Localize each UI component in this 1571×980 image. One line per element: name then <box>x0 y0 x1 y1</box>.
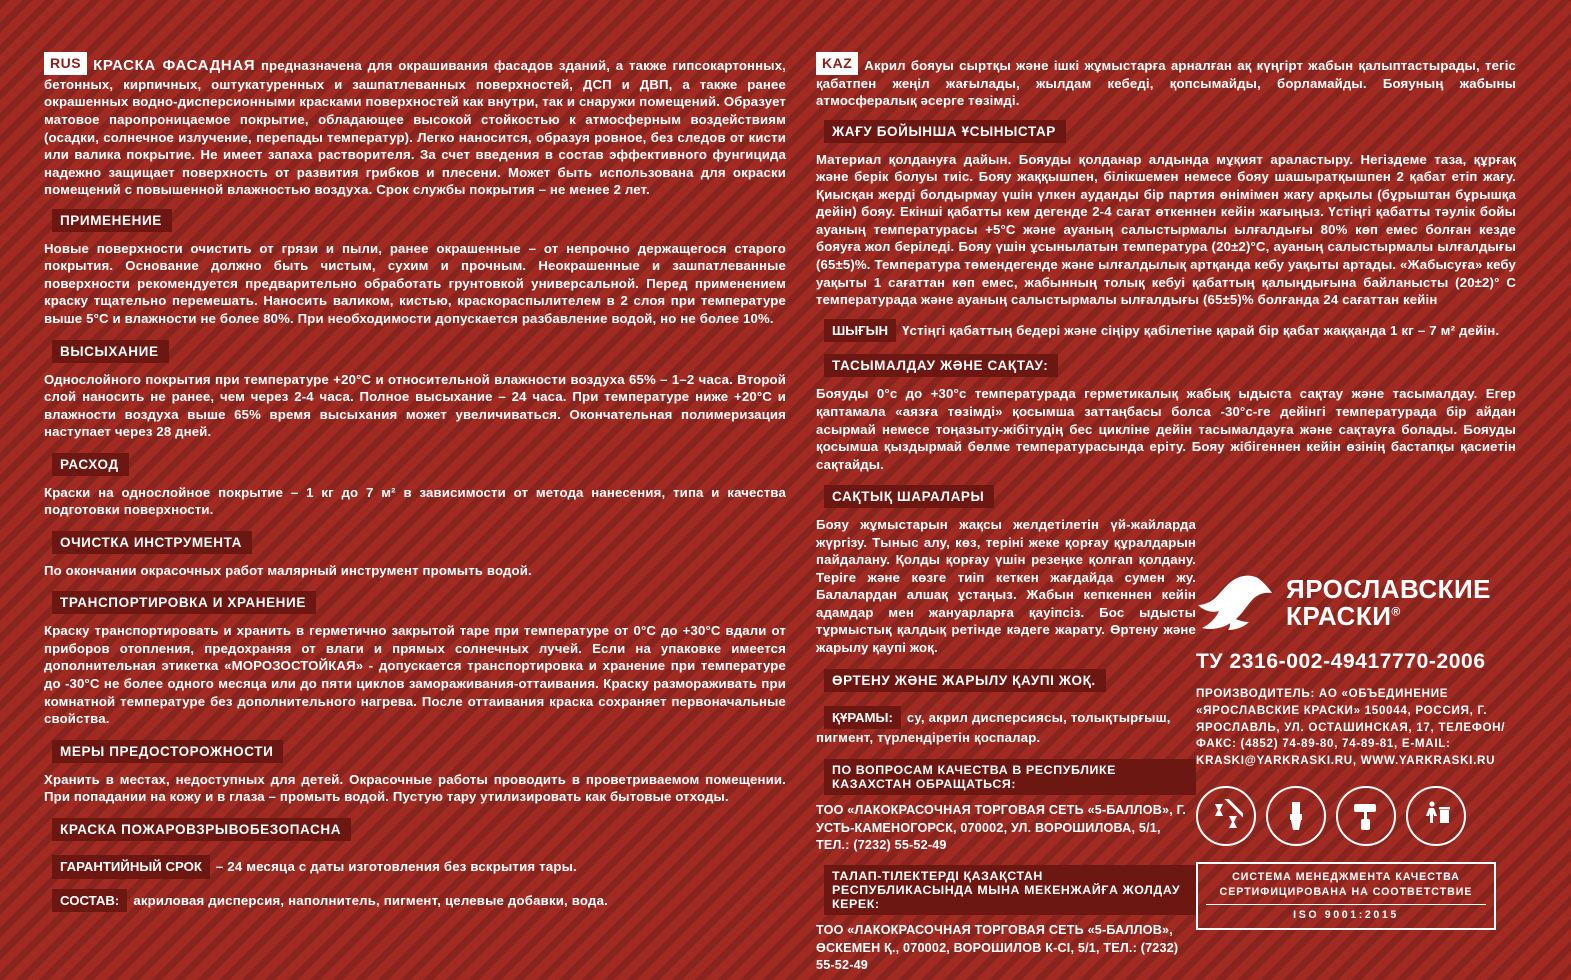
section-text-ochistka: По окончании окрасочных работ малярный инструмент промыть водой. <box>44 562 532 578</box>
section-transport-kaz <box>816 344 1516 473</box>
consumption-text-kaz: Үстіңгі қабаттың бедері және сіңіру қабілетіне қарай бір қабат жаққанда 1 кг – 7 м² дейін. <box>902 322 1500 338</box>
section-transportirovka <box>44 581 786 727</box>
brand-name-line2: КРАСКИ® <box>1286 601 1401 631</box>
section-heading-mery: МЕРЫ ПРЕДОСТОРОЖНОСТИ <box>52 740 283 763</box>
dispose-in-bin-icon <box>1406 786 1466 846</box>
section-heading-ochistka: ОЧИСТКА ИНСТРУМЕНТА <box>52 531 252 554</box>
section-raskhod <box>44 443 786 519</box>
section-heading-safety-kaz: САҚТЫҚ ШАРАЛАРЫ <box>824 485 994 508</box>
warranty-row <box>44 855 786 879</box>
section-text-zhagu: Материал қолдануға дайын. Бояуды қолданар алдында мұқият араластыру. Негіздеме таза, құрғақ және берік болуы тиіс. Бояу жаққышпен, білікшемен немесе бояу шашыратқышпен 2 қабат етіп жағу. Қиысқан жерді болдырмау үшін үлкен ауданды бір партия өнімімен жағу арқылы (бұрыштан бұрышқа дейін) бояу. Екінші қабатты кем дегенде 2-4 сағат өткеннен кейін жағыңыз. Үстіңгі қабатты тәулік бойы ауаның температурасы +5°С және ауаның салыстырмалы ылғалдығы 80% көп емес болған кезде бояуға жол беріледі. Бояу үшін ұсынылатын температура (20±2)°С, ауаның салыстырмалы ылғалдығы (65±5)%. Температура төмендегенде және ылғалдылық артқанда кебу уақыты артады. «Жабысуға» кебу уақыты 1 сағаттан көп емес, жабынның толық кебуі қабаттың қалыңдығына байланысты (20±2)° С температурада және ауаның салыстырмалы ылғалдығы (65±5)% болғанда 24 сағаттан кейін <box>816 151 1516 308</box>
composition-row-kaz <box>816 706 1196 748</box>
section-heading-primenenie: ПРИМЕНЕНИЕ <box>52 209 172 232</box>
kazakh-intro-paragraph <box>816 52 1516 110</box>
fire-safety-label-kaz: ӨРТЕНУ ЖӘНЕ ЖАРЫЛУ ҚАУПІ ЖОҚ. <box>824 669 1106 692</box>
composition-label-kaz: ҚҰРАМЫ: <box>824 706 901 730</box>
russian-column <box>44 52 786 958</box>
section-text-transport-kaz: Бояуды 0°с до +30°с температурада герметикалық жабық ыдыста сақтау және тасымалдау. Егер қаптамала «аязға төзімді» қосымша заттаңбасы болса -30°с-ге дейінгі температурада бір айдан асырмай немесе тоңазыту-жібітудің бес цикліне дейін тасымалдауға және сақтауға болады. Бояуды қосымша қыздырмай бөлме температурасында еріту. Бояу жібігеннен кейін өзінің бастапқы қасиетін сақтайды. <box>816 386 1516 472</box>
section-text-primenenie: Новые поверхности очистить от грязи и пыли, ранее окрашенные – от непрочно держащегося старого покрытия. Основание должно быть чистым, сухим и прочным. Неокрашенные и зашпатлеванные поверхности рекомендуется предварительно обработать грунтовкой универсальной. Перед применением краску тщательно перемешать. Наносить валиком, кистью, краскораспылителем в 2 слоя при температуре выше 5°С и влажности не более 80%. При необходимости допускается разбавление водой, но не более 10%. <box>44 240 786 326</box>
section-heading-zhagu: ЖАҒУ БОЙЫНША ҰСЫНЫСТАР <box>824 120 1066 143</box>
section-heading-vysykhanie: ВЫСЫХАНИЕ <box>52 340 169 363</box>
section-heading-transportirovka: ТРАНСПОРТИРОВКА И ХРАНЕНИЕ <box>52 591 316 614</box>
russian-intro-paragraph <box>44 52 786 199</box>
section-text-mery: Хранить в местах, недоступных для детей. Окрасочные работы проводить в проветриваемом помещении. При попадании на кожу и в глаза – промыть водой. Пустую тару утилизировать как бытовые отходы. <box>44 771 786 805</box>
brand-name <box>1286 576 1491 629</box>
iso-line2: СЕРТИФИЦИРОВАНА НА СООТВЕТСТВИЕ <box>1219 885 1473 898</box>
section-heading-raskhod: РАСХОД <box>52 453 129 476</box>
quality-heading: ПО ВОПРОСАМ КАЧЕСТВА В РЕСПУБЛИКЕ КАЗАХСТАН ОБРАЩАТЬСЯ: <box>824 759 1196 795</box>
consumption-row-kaz <box>816 319 1516 343</box>
producer-info: ПРОИЗВОДИТЕЛЬ: АО «ОБЪЕДИНЕНИЕ «ЯРОСЛАВСКИЕ КРАСКИ» 150044, РОССИЯ, Г. ЯРОСЛАВЛЬ, УЛ. ОСТАШИНСКАЯ, 17, ТЕЛЕФОН/ФАКС: (4852) 74-89-80, 74-89-81, E-MAIL: KRASKI@YARKRASKI.RU, WWW.YARKRASKI.RU <box>1196 687 1506 768</box>
section-text-transportirovka: Краску транспортировать и хранить в герметично закрытой таре при температуре от 0°С до +30°С вдали от приборов отопления, предохраняя от влаги и прямых солнечных лучей. Если на упаковке имеется дополнительная этикетка «МОРОЗОСТОЙКАЯ» - допускается транспортировка и хранение при температуре до -30°С не более одного месяца или до пяти циклов замораживания-оттаивания. Краску размораживать при комнатной температуре без дополнительного нагрева. После оттаивания краска сохраняет первоначальные свойства. <box>44 623 786 727</box>
kazakh-column <box>816 52 1516 973</box>
brand-logo-row <box>1196 572 1516 634</box>
claims-heading: ТАЛАП-ТІЛЕКТЕРДІ ҚАЗАҚСТАН РЕСПУБЛИКАСЫНДА МЫНА МЕКЕНЖАЙҒА ЖОЛДАУ КЕРЕК: <box>824 865 1196 915</box>
iso-standard: ISO 9001:2015 <box>1206 904 1486 923</box>
section-zhagu-usynystar <box>816 110 1516 309</box>
tu-code: ТУ 2316-002-49417770-2006 <box>1196 650 1486 673</box>
section-text-raskhod: Краски на однослойное покрытие – 1 кг до 7 м² в зависимости от метода нанесения, типа и качества подготовки поверхности. <box>44 484 786 518</box>
brush-icon <box>1266 786 1326 846</box>
composition-label: СОСТАВ: <box>52 889 127 913</box>
composition-text: акриловая дисперсия, наполнитель, пигмент, целевые добавки, вода. <box>133 892 608 908</box>
consumption-label-kaz: ШЫҒЫН <box>824 319 896 343</box>
russian-intro-text: предназначена для окрашивания фасадов зданий, а также гипсокартонных, бетонных, кирпичных, оштукатуренных и зашпатлеванных поверхностей, ДСП и ДВП, а также ранее окрашенных водно-дисперсионными красками поверхностей как внутри, так и снаружи помещений. Образует матовое паропроницаемое покрытие, обладающее высокой стойкостью к атмосферным воздействиям (осадки, солнечное излучение, перепады температур). Легко наносится, образуя ровное, без следов от кисти или валика покрытие. Не имеет запаха растворителя. За счет введения в состав эффективного фунгицида надежно защищает поверхность от развития грибков и плесени. Может быть использована для окраски помещений с повышенной влажностью воздуха. Срок службы покрытия – не менее 2 лет. <box>44 58 786 198</box>
language-tag-rus: RUS <box>44 52 87 75</box>
warranty-label: ГАРАНТИЙНЫЙ СРОК <box>52 855 210 879</box>
brand-name-line1: ЯРОСЛАВСКИЕ <box>1286 574 1492 605</box>
iso-certification-box <box>1196 862 1496 930</box>
brand-block <box>1196 572 1516 930</box>
composition-text-kaz: су, акрил дисперсиясы, толықтырғыш, пигмент, түрлендіретін қоспалар. <box>816 709 1171 746</box>
section-vysykhanie <box>44 330 786 441</box>
section-ochistka <box>44 521 786 580</box>
fire-safety-banner <box>44 808 786 845</box>
roller-icon <box>1336 786 1396 846</box>
no-mixing-icon <box>1196 786 1256 846</box>
registered-mark: ® <box>1391 604 1401 619</box>
section-text-vysykhanie: Однослойного покрытия при температуре +20°С и относительной влажности воздуха 65% – 1–2 часа. Второй слой наносить не ранее, чем через 2-4 часа. Полное высыхание – 24 часа. При температуре ниже +20°С и влажности воздуха выше 65% время высыхания может увеличиваться. Окончательная полимеризация наступает через 28 дней. <box>44 371 786 440</box>
dove-logo-icon <box>1196 572 1274 634</box>
section-heading-transport-kaz: ТАСЫМАЛДАУ ЖӘНЕ САҚТАУ: <box>824 354 1058 377</box>
section-text-safety-kaz: Бояу жұмыстарын жақсы желдетілетін үй-жайларда жүргізу. Тыныс алу, көз, теріні жеке қорғау құралдарын пайдалану. Қолды қорғау үшін резеңке қолғап қолдану. Теріге және көзге тиіп кеткен жағдайда сумен жу. Балалардан алшақ ұстаңыз. Жабын кепкеннен кейін адамдар мен жануарларға қауіпсіз. Бос ыдысты тұрмыстық қалдық ретінде кәдеге жарату. Өртену және жарылу қаупі жоқ. <box>816 517 1196 655</box>
claims-contact-block <box>816 855 1196 975</box>
language-tag-kaz: KAZ <box>816 52 858 75</box>
product-title: КРАСКА ФАСАДНАЯ <box>93 57 256 74</box>
warranty-text: – 24 месяца с даты изготовления без вскрытия тары. <box>215 858 577 874</box>
fire-safety-label: КРАСКА ПОЖАРОВЗРЫВОБЕЗОПАСНА <box>52 818 351 841</box>
quality-contact-block <box>816 749 1196 855</box>
pictogram-row <box>1196 786 1516 846</box>
iso-line1: СИСТЕМА МЕНЕДЖМЕНТА КАЧЕСТВА <box>1232 870 1460 883</box>
composition-row <box>44 889 786 913</box>
kazakh-intro-text: Акрил бояуы сыртқы және ішкі жұмыстарға арналған ақ күңгірт жабын қалыптастырады, тегіс қабатпен жеңіл жағылады, жылдам кебеді, қопсымайды, борламайды. Бояуның жабыны атмосфералық әсерге төзімді. <box>816 58 1516 109</box>
section-mery-predostorozhnosti <box>44 730 786 806</box>
section-primenenie <box>44 199 786 328</box>
claims-contact-text: ТОО «ЛАКОКРАСОЧНАЯ ТОРГОВАЯ СЕТЬ «5-БАЛЛОВ», ӨСКЕМЕН Қ., 070002, ВОРОШИЛОВ К-СІ, 5/1, ТЕЛ.: (7232) 55-52-49 <box>816 923 1179 973</box>
quality-contact-text: ТОО «ЛАКОКРАСОЧНАЯ ТОРГОВАЯ СЕТЬ «5-БАЛЛОВ», Г. УСТЬ-КАМЕНОГОРСК, 070002, УЛ. ВОРОШИЛОВА, 5/1, ТЕЛ.: (7232) 55-52-49 <box>816 803 1187 853</box>
